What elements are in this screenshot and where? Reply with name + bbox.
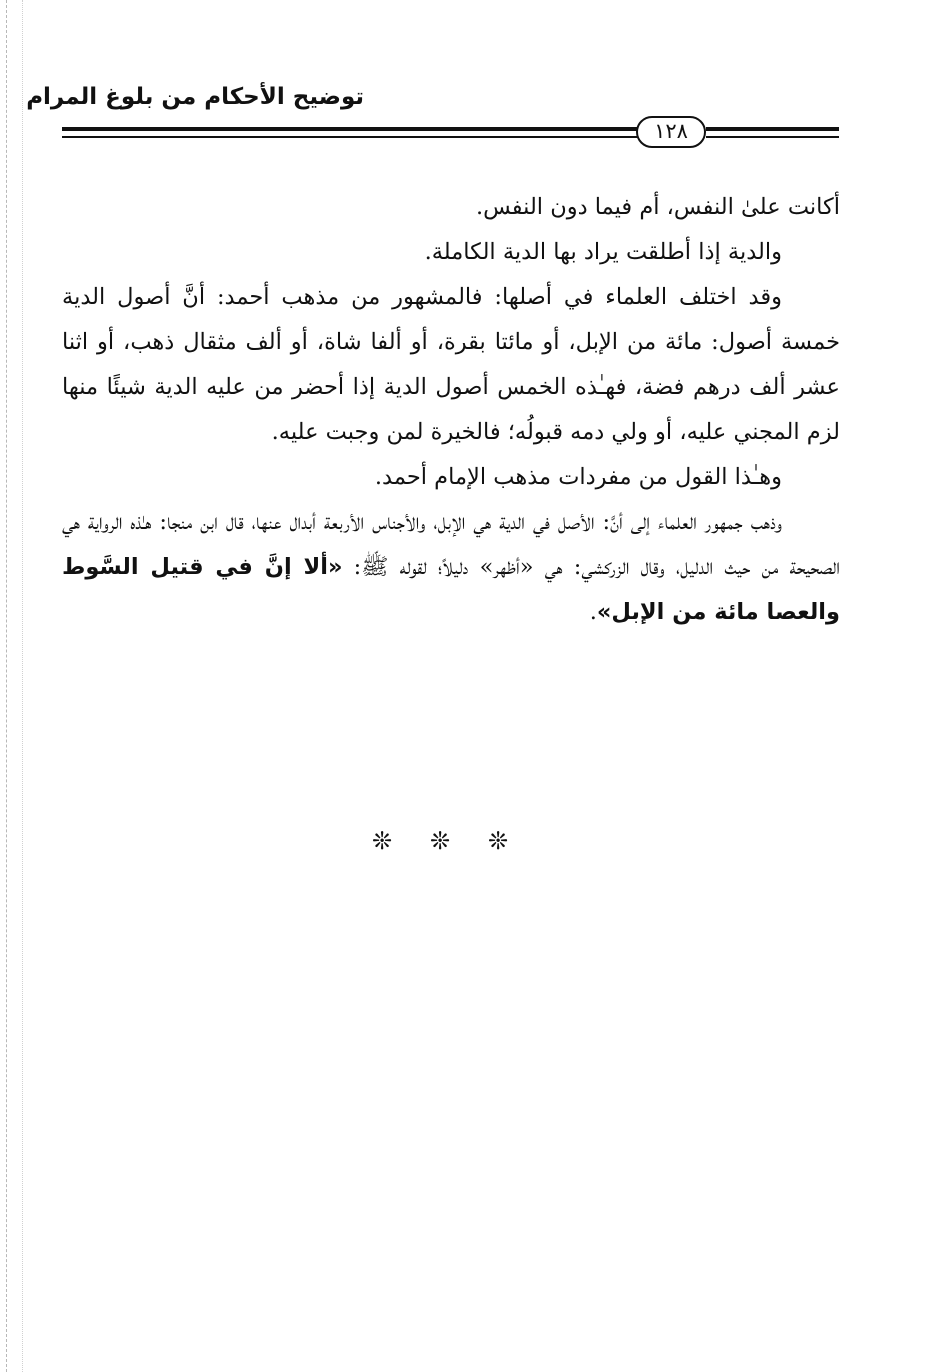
asterism-icon: ❊	[487, 827, 509, 855]
paragraph	[62, 500, 840, 635]
scan-edge-line	[22, 0, 23, 1372]
paragraph: والدية إذا أطلقت يراد بها الدية الكاملة.	[424, 239, 782, 265]
header-rule-thick	[706, 127, 839, 131]
paragraph-end: .	[589, 599, 597, 625]
asterism-icon: ❊	[429, 827, 451, 855]
header-rule-thin	[62, 136, 638, 138]
book-title: توضيح الأحكام من بلوغ المرام	[26, 84, 364, 110]
scan-edge-line	[6, 0, 7, 1372]
header-rule-thin	[706, 136, 839, 138]
paragraph: وقد اختلف العلماء في أصلها: فالمشهور من مذهب أحمد: أنَّ أصول الدية خمسة أصول: مائة من الإبل، أو مائتا بقرة، أو ألفا شاة، أو ألف مثقال ذهب، أو اثنا عشر ألف درهم فضة، فهـٰذه الخمس أصول الدية إذا أحضر من عليه الدية شيئًا منها لزم المجني عليه، أو ولي دمه قبولُه؛ فالخيرة لمن وجبت عليه.	[62, 284, 840, 445]
body-text	[62, 185, 840, 635]
paragraph: أكانت علىٰ النفس، أم فيما دون النفس.	[475, 194, 840, 220]
header-rule-thick	[62, 127, 638, 131]
paragraph-text: وذهب جمهور العلماء إلى أنَّ: الأصل في الدية هي الإبل، والأجناس الأربعة أبدال عنها، قال ابن منجا: هـٰذه الرواية هي الصحيحة من حيث الدليل، وقال الزركشي: هي «أظهر» دليلاً؛ لقوله ﷺ:	[62, 509, 841, 580]
page-header	[0, 0, 940, 160]
paragraph: وهـٰذا القول من مفردات مذهب الإمام أحمد.	[374, 464, 782, 490]
section-separator	[370, 826, 510, 856]
asterism-icon: ❊	[371, 827, 393, 855]
hadith-quote: «ألا إنَّ في قتيل السَّوط والعصا مائة من الإبل»	[62, 554, 840, 625]
page-number: ١٢٨	[636, 116, 706, 148]
